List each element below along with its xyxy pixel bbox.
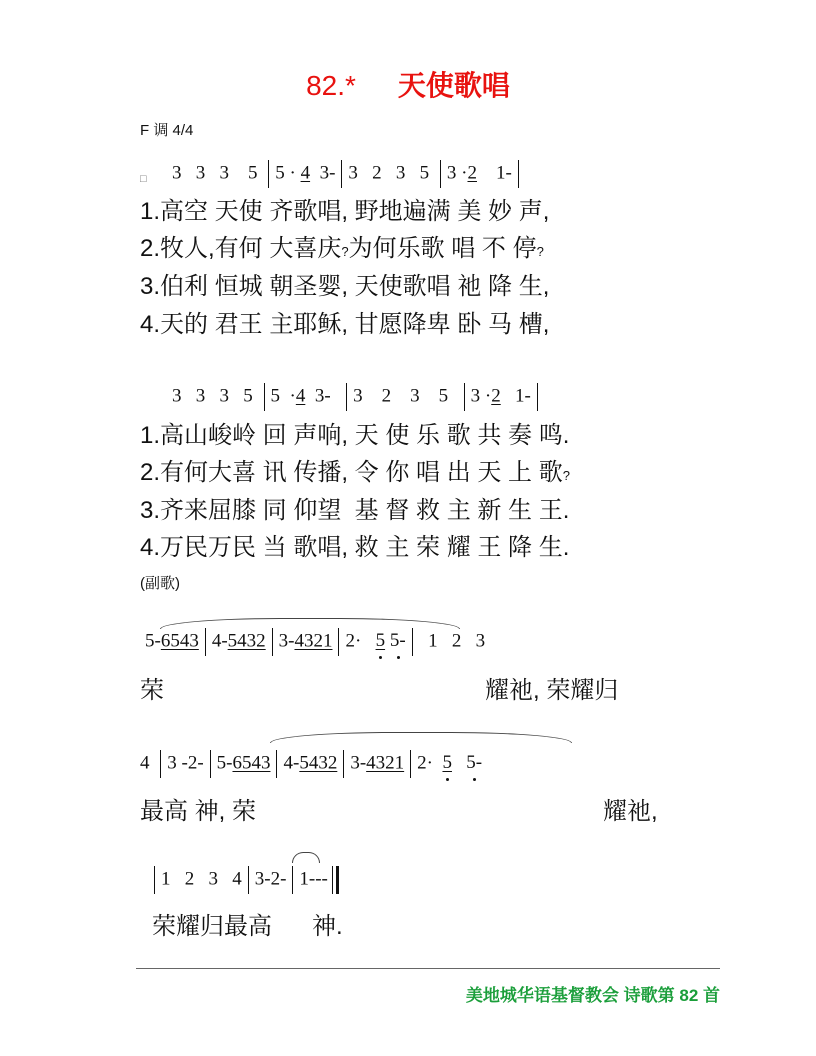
- notation-line-chorus-1: [145, 628, 485, 656]
- barline: [292, 866, 293, 894]
- note: 2: [372, 162, 382, 184]
- note: 5: [375, 630, 386, 652]
- barline: [268, 160, 269, 188]
- slur-tie: [270, 732, 572, 743]
- barline: [412, 628, 413, 656]
- note: 3: [195, 385, 206, 407]
- lyric-line: 2.有何大喜 讯 传播, 令 你 唱 出 天 上 歌?: [140, 459, 570, 486]
- note: 5: [442, 752, 452, 774]
- note: 2: [451, 630, 462, 652]
- note: 4: [300, 162, 311, 184]
- note: 3: [219, 385, 229, 407]
- note: 3-2-: [254, 868, 287, 890]
- barline: [264, 383, 265, 411]
- barline: [154, 866, 155, 894]
- note: 3: [172, 385, 182, 407]
- barline: [537, 383, 538, 411]
- note: 5: [275, 162, 285, 184]
- note: 4-: [211, 630, 228, 652]
- question-mark: ?: [536, 244, 544, 259]
- barline: [440, 160, 441, 188]
- note: 3-: [350, 752, 367, 774]
- hymn-name: 天使歌唱: [397, 70, 510, 101]
- note: 5432: [227, 630, 266, 652]
- question-mark: ?: [341, 244, 349, 259]
- notation-line-chorus-2: [140, 750, 482, 778]
- note: 5-: [145, 630, 161, 652]
- note: ·: [289, 162, 296, 184]
- note: 1: [428, 630, 438, 652]
- notation-line-chorus-3: [148, 866, 339, 894]
- barline: [338, 628, 339, 656]
- note: 2: [381, 385, 392, 407]
- slur-tie: [292, 852, 320, 863]
- note: 3: [195, 162, 206, 184]
- final-barline: [332, 866, 339, 894]
- footer-church-label: 美地城华语基督教会 诗歌第 82 首: [465, 986, 720, 1005]
- lyric-line: 1.高空 天使 齐歌唱, 野地遍满 美 妙 声,: [140, 198, 550, 225]
- notation-line-verse-b: [172, 383, 544, 411]
- lyric-line: 耀祂, 荣耀归: [485, 677, 619, 704]
- barline: [205, 628, 206, 656]
- barline: [276, 750, 277, 778]
- lyric-line: 1.高山峻岭 回 声响, 天 使 乐 歌 共 奏 鸣.: [140, 422, 570, 449]
- barline: [518, 160, 519, 188]
- note: 5-: [216, 752, 233, 774]
- note: 3: [395, 162, 406, 184]
- note: 3-: [314, 385, 331, 407]
- lyric-line: 4.万民万民 当 歌唱, 救 主 荣 耀 王 降 生.: [140, 534, 570, 561]
- note: 5: [419, 162, 430, 184]
- note: 2·: [417, 752, 433, 774]
- footer-divider: [136, 968, 720, 969]
- note: ·: [484, 385, 492, 407]
- lyric-line: 荣耀归最高 神.: [152, 913, 343, 940]
- lyric-line: 耀祂,: [603, 798, 658, 825]
- note: 5432: [299, 752, 338, 774]
- note: 2: [491, 385, 501, 407]
- note: 2: [184, 868, 195, 890]
- note: 3-: [319, 162, 336, 184]
- note: 3: [410, 385, 420, 407]
- note: 4: [140, 752, 150, 774]
- note: 1---: [299, 868, 328, 890]
- note: 6543: [232, 752, 271, 774]
- barline: [272, 628, 273, 656]
- hymn-title: [0, 64, 816, 104]
- note: 1-: [514, 385, 531, 407]
- note: 4: [295, 385, 306, 407]
- barline: [346, 383, 347, 411]
- question-mark: ?: [562, 468, 570, 483]
- note: 5-: [389, 630, 406, 652]
- barline: [160, 750, 161, 778]
- note: 5: [270, 385, 280, 407]
- note: 5: [243, 385, 253, 407]
- barline: [210, 750, 211, 778]
- note: 3: [470, 385, 481, 407]
- note: 3-: [278, 630, 295, 652]
- note: 4321: [294, 630, 333, 652]
- lyric-line: 3.伯利 恒城 朝圣婴, 天使歌唱 祂 降 生,: [140, 273, 550, 300]
- note: 1: [161, 868, 171, 890]
- note: 3: [348, 162, 358, 184]
- note: ·: [289, 385, 296, 407]
- barline: [464, 383, 465, 411]
- note: 5-: [466, 752, 483, 774]
- barline: [248, 866, 249, 894]
- note: 4321: [366, 752, 405, 774]
- lyric-line: 2.牧人,有何 大喜庆?为何乐歌 唱 不 停?: [140, 235, 544, 262]
- lyric-line: 3.齐来屈膝 同 仰望 基 督 救 主 新 生 王.: [140, 497, 570, 524]
- note: 2·: [345, 630, 362, 652]
- note: 4-: [283, 752, 300, 774]
- chorus-label: (副歌): [140, 575, 180, 592]
- hymn-number: 82.*: [306, 70, 356, 101]
- note: 6543: [160, 630, 199, 652]
- note: 3: [353, 385, 363, 407]
- note: ·: [461, 162, 468, 184]
- note: 1-: [495, 162, 512, 184]
- barline: [410, 750, 411, 778]
- note: 3: [167, 752, 177, 774]
- note: 3: [219, 162, 229, 184]
- lyric-line: 荣: [140, 677, 164, 704]
- placeholder-box-mark: □: [140, 173, 147, 185]
- note: 2: [467, 162, 477, 184]
- barline: [341, 160, 342, 188]
- key-signature: F 调 4/4: [140, 122, 194, 139]
- note: 4: [232, 868, 242, 890]
- lyric-line: 4.天的 君王 主耶稣, 甘愿降卑 卧 马 槽,: [140, 311, 550, 338]
- note: -2-: [181, 752, 204, 774]
- note: 3: [208, 868, 218, 890]
- note: 3: [475, 630, 486, 652]
- note: 3: [446, 162, 457, 184]
- note: 3: [172, 162, 182, 184]
- lyric-line: 最高 神, 荣: [140, 798, 257, 825]
- note: 5: [248, 162, 258, 184]
- barline: [343, 750, 344, 778]
- note: 5: [438, 385, 449, 407]
- notation-line-verse-a: [172, 160, 525, 188]
